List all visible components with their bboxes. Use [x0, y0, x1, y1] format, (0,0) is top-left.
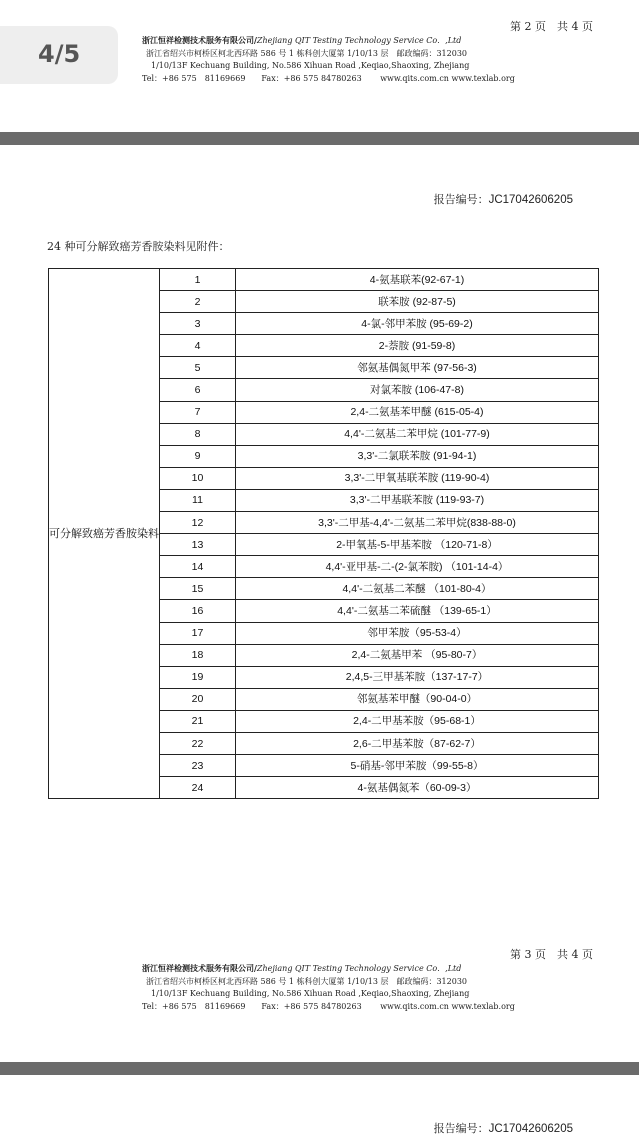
page-number-bottom: 第 3 页 共 4 页 — [510, 948, 593, 961]
dye-name: 4-氨基联苯(92-67-1) — [236, 269, 599, 291]
row-number: 7 — [160, 401, 236, 423]
row-number: 24 — [160, 777, 236, 799]
dye-name: 邻甲苯胺（95-53-4） — [236, 622, 599, 644]
page-divider-bar — [0, 132, 639, 145]
company-name-en: Zhejiang QIT Testing Technology Service Co．,Ltd — [256, 36, 462, 45]
company-address-cn: 浙江省绍兴市柯桥区柯北西环路 586 号 1 栋科创大厦第 1/10/13 层 邮政编码：312030 — [146, 976, 467, 986]
row-number: 11 — [160, 489, 236, 511]
row-number: 6 — [160, 379, 236, 401]
report-number — [434, 191, 573, 207]
row-number: 13 — [160, 534, 236, 556]
row-number: 2 — [160, 291, 236, 313]
company-address-en: 1/10/13F Kechuang Building, No.586 Xihuan Road ,Keqiao,Shaoxing, Zhejiang — [151, 61, 470, 70]
dye-name: 3,3'-二甲基联苯胺 (119-93-7) — [236, 489, 599, 511]
dye-name: 2-萘胺 (91-59-8) — [236, 335, 599, 357]
company-address-en: 1/10/13F Kechuang Building, No.586 Xihuan Road ,Keqiao,Shaoxing, Zhejiang — [151, 989, 470, 998]
dye-name: 对氯苯胺 (106-47-8) — [236, 379, 599, 401]
report-number-value: JC17042606205 — [488, 1123, 573, 1135]
page-number-top: 第 2 页 共 4 页 — [510, 20, 593, 33]
dye-name: 邻氨基苯甲醚（90-04-0） — [236, 688, 599, 710]
dye-name: 2,4-二氨基甲苯 （95-80-7） — [236, 644, 599, 666]
row-number: 20 — [160, 688, 236, 710]
row-number: 1 — [160, 269, 236, 291]
category-cell: 可分解致癌芳香胺染料 — [49, 269, 160, 799]
report-number-bottom — [434, 1120, 573, 1136]
dye-name: 4,4'-二氨基二苯甲烷 (101-77-9) — [236, 423, 599, 445]
report-number-label: 报告编号： — [433, 193, 489, 206]
row-number: 8 — [160, 423, 236, 445]
row-number: 18 — [160, 644, 236, 666]
dye-name: 2,6-二甲基苯胺（87-62-7） — [236, 732, 599, 754]
row-number: 3 — [160, 313, 236, 335]
page-divider-bar-bottom — [0, 1062, 639, 1075]
row-number: 12 — [160, 512, 236, 534]
dye-name: 2-甲氧基-5-甲基苯胺 （120-71-8） — [236, 534, 599, 556]
dye-name: 4,4'-二氨基二苯醚 （101-80-4） — [236, 578, 599, 600]
dye-name: 4-氨基偶氮苯（60-09-3） — [236, 777, 599, 799]
row-number: 22 — [160, 732, 236, 754]
dye-name: 4-氯-邻甲苯胺 (95-69-2) — [236, 313, 599, 335]
dye-name: 邻氨基偶氮甲苯 (97-56-3) — [236, 357, 599, 379]
intro-text: 24 种可分解致癌芳香胺染料见附件： — [47, 240, 230, 253]
dye-name: 2,4-二甲基苯胺（95-68-1） — [236, 710, 599, 732]
company-header-bottom — [142, 962, 515, 1013]
dye-name: 2,4,5-三甲基苯胺（137-17-7） — [236, 666, 599, 688]
dye-name: 联苯胺 (92-87-5) — [236, 291, 599, 313]
row-number: 16 — [160, 600, 236, 622]
dye-name: 4,4'-亚甲基-二-(2-氯苯胺) （101-14-4） — [236, 556, 599, 578]
company-header-top — [142, 34, 515, 85]
dye-name: 5-硝基-邻甲苯胺（99-55-8） — [236, 755, 599, 777]
row-number: 14 — [160, 556, 236, 578]
row-number: 10 — [160, 467, 236, 489]
report-number-value: JC17042606205 — [488, 194, 573, 206]
row-number: 23 — [160, 755, 236, 777]
dye-name: 2,4-二氨基苯甲醚 (615-05-4) — [236, 401, 599, 423]
row-number: 4 — [160, 335, 236, 357]
dye-name: 3,3'-二甲基-4,4'-二氨基二苯甲烷(838-88-0) — [236, 512, 599, 534]
dye-name: 3,3'-二氯联苯胺 (91-94-1) — [236, 445, 599, 467]
dye-name: 4,4'-二氨基二苯硫醚 （139-65-1） — [236, 600, 599, 622]
dye-table — [48, 268, 599, 799]
dye-name: 3,3'-二甲氧基联苯胺 (119-90-4) — [236, 467, 599, 489]
company-name-cn: 浙江恒祥检测技术服务有限公司/ — [142, 963, 257, 973]
row-number: 21 — [160, 710, 236, 732]
row-number: 5 — [160, 357, 236, 379]
row-number: 9 — [160, 445, 236, 467]
page-indicator: 4/5 — [38, 40, 81, 68]
table-row — [49, 269, 599, 291]
row-number: 19 — [160, 666, 236, 688]
company-contact: Tel：+86 575 81169669 Fax：+86 575 84780263 www.qits.com.cn www.texlab.org — [142, 1001, 515, 1011]
row-number: 17 — [160, 622, 236, 644]
company-name-cn: 浙江恒祥检测技术服务有限公司/ — [142, 35, 257, 45]
company-name-en: Zhejiang QIT Testing Technology Service Co．,Ltd — [256, 964, 462, 973]
report-number-label: 报告编号： — [433, 1122, 489, 1135]
company-address-cn: 浙江省绍兴市柯桥区柯北西环路 586 号 1 栋科创大厦第 1/10/13 层 邮政编码：312030 — [146, 48, 467, 58]
row-number: 15 — [160, 578, 236, 600]
company-contact: Tel：+86 575 81169669 Fax：+86 575 84780263 www.qits.com.cn www.texlab.org — [142, 73, 515, 83]
